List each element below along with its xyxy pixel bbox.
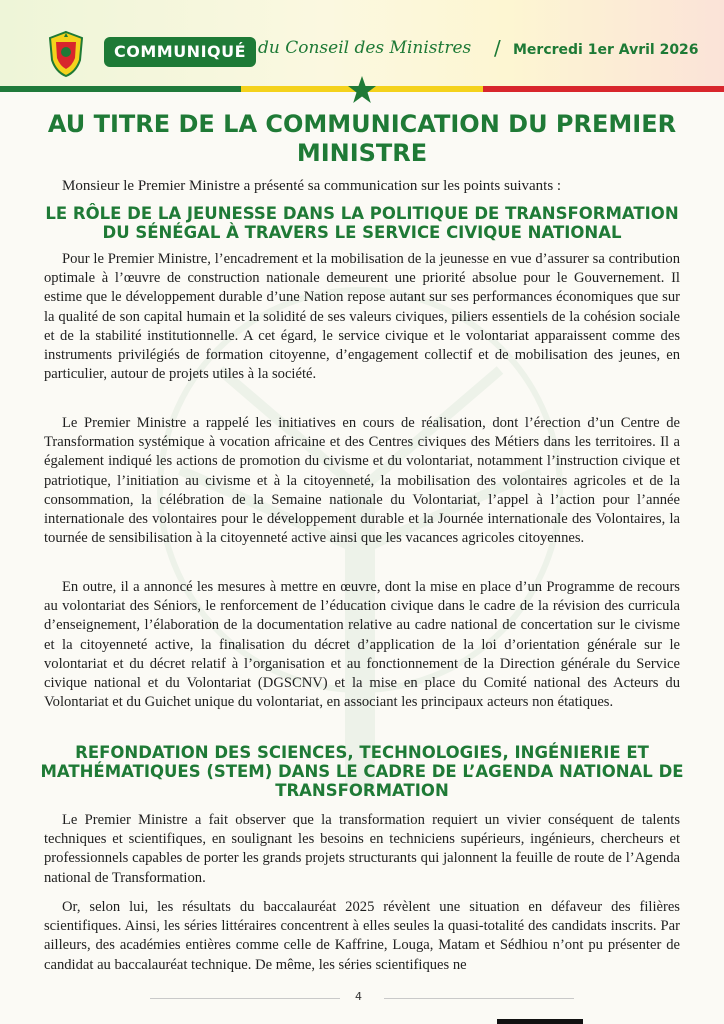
communique-date: Mercredi 1er Avril 2026 xyxy=(513,42,699,58)
communique-badge: COMMUNIQUÉ xyxy=(104,37,256,67)
footer-rule-right xyxy=(384,998,574,999)
section-title-stem: REFONDATION DES SCIENCES, TECHNOLOGIES, INGÉNIERIE ET MATHÉMATIQUES (STEM) DANS LE CADRE DE L’AGENDA NATIONAL DE TRANSFORMATION xyxy=(40,743,684,800)
header-separator: / xyxy=(494,36,501,60)
page-number: 4 xyxy=(355,990,362,1003)
footer-rule-left xyxy=(150,998,340,999)
intro-text: Monsieur le Premier Ministre a présenté sa communication sur les points suivants : xyxy=(62,178,562,194)
star-icon xyxy=(347,75,377,105)
paragraph: Le Premier Ministre a rappelé les initiatives en cours de réalisation, dont l’érection d’un Centre de Transformation systémique à vocation africaine et des Centres civiques des Métiers dans les territoires. Il a également indiqué les actions de promotion du civisme et du volontariat, notamment l’instruction civique et patriotique, l’initiation au civisme et à la citoyenneté, la mobilisation des volontaires agricoles et de la consommation, la célébration de la Semaine nationale du Volontariat, l’appel à l’action pour l’année internationale des volontaires pour le développement durable et la Journée internationale des Volontaires, la tournée de sensibilisation à la citoyenneté active ainsi que les vacances agricoles citoyennes. xyxy=(44,415,680,547)
conseil-subtitle: du Conseil des Ministres xyxy=(258,38,472,58)
paragraph: Le Premier Ministre a fait observer que la transformation requiert un vivier conséquent de talents techniques et scientifiques, en soulignant les besoins en techniciens supérieurs, ingénieurs, chercheurs et professionnels capables de porter les grands projets structurants qui jalonnent la feuille de route de l’Agenda national de Transformation. xyxy=(44,812,680,886)
paragraph: Or, selon lui, les résultats du baccalauréat 2025 révèlent une situation en défaveur des filières scientifiques. Ainsi, les séries littéraires concentrent à elles seules la quasi-totalité des candidats inscrits. Par ailleurs, des académies entières comme celle de Kaffrine, Louga, Matam et Sédhiou n’ont pu présenter de candidat au baccalauréat technique. De même, les séries scientifiques ne xyxy=(44,899,680,973)
coat-of-arms-icon xyxy=(46,30,86,78)
paragraph: En outre, il a annoncé les mesures à mettre en œuvre, dont la mise en place d’un Programme de recours au volontariat des Séniors, le renforcement de l’éducation civique dans le cadre de la révision des curricula d’enseignement, l’élaboration de la documentation relative au cadre national de concertation sur le civisme et la citoyenneté active, la finalisation du décret d’application de la loi d’orientation générale sur le volontariat et du décret relatif à l’organisation et au fonctionnement de la Direction générale du Service civique national et du Volontariat (DGSCNV) et la mise en place du Comité national des Acteurs du Volontariat et du Guichet unique du volontariat, en associant les principaux acteurs non étatiques. xyxy=(44,579,680,711)
paragraph: Pour le Premier Ministre, l’encadrement et la mobilisation de la jeunesse en vue d’assurer sa contribution optimale à l’œuvre de construction nationale demeurent une priorité absolue pour le Gouvernement. Il estime que le développement durable d’une Nation repose autant sur ses performances économiques que sur la qualité de son capital humain et la solidité de ses valeurs civiques, piliers essentiels de la cohésion sociale et de la stabilité institutionnelle. A cet égard, le service civique et le volontariat apparaissent comme des instruments privilégiés de formation citoyenne, d’engagement collectif et de mobilisation des jeunes, en particulier, autour de projets utiles à la société. xyxy=(44,251,680,383)
main-title: AU TITRE DE LA COMMUNICATION DU PREMIER MINISTRE xyxy=(47,110,677,167)
corner-mark xyxy=(497,1019,583,1024)
section-title-jeunesse: LE RÔLE DE LA JEUNESSE DANS LA POLITIQUE DE TRANSFORMATION DU SÉNÉGAL À TRAVERS LE SERVICE CIVIQUE NATIONAL xyxy=(45,204,679,242)
